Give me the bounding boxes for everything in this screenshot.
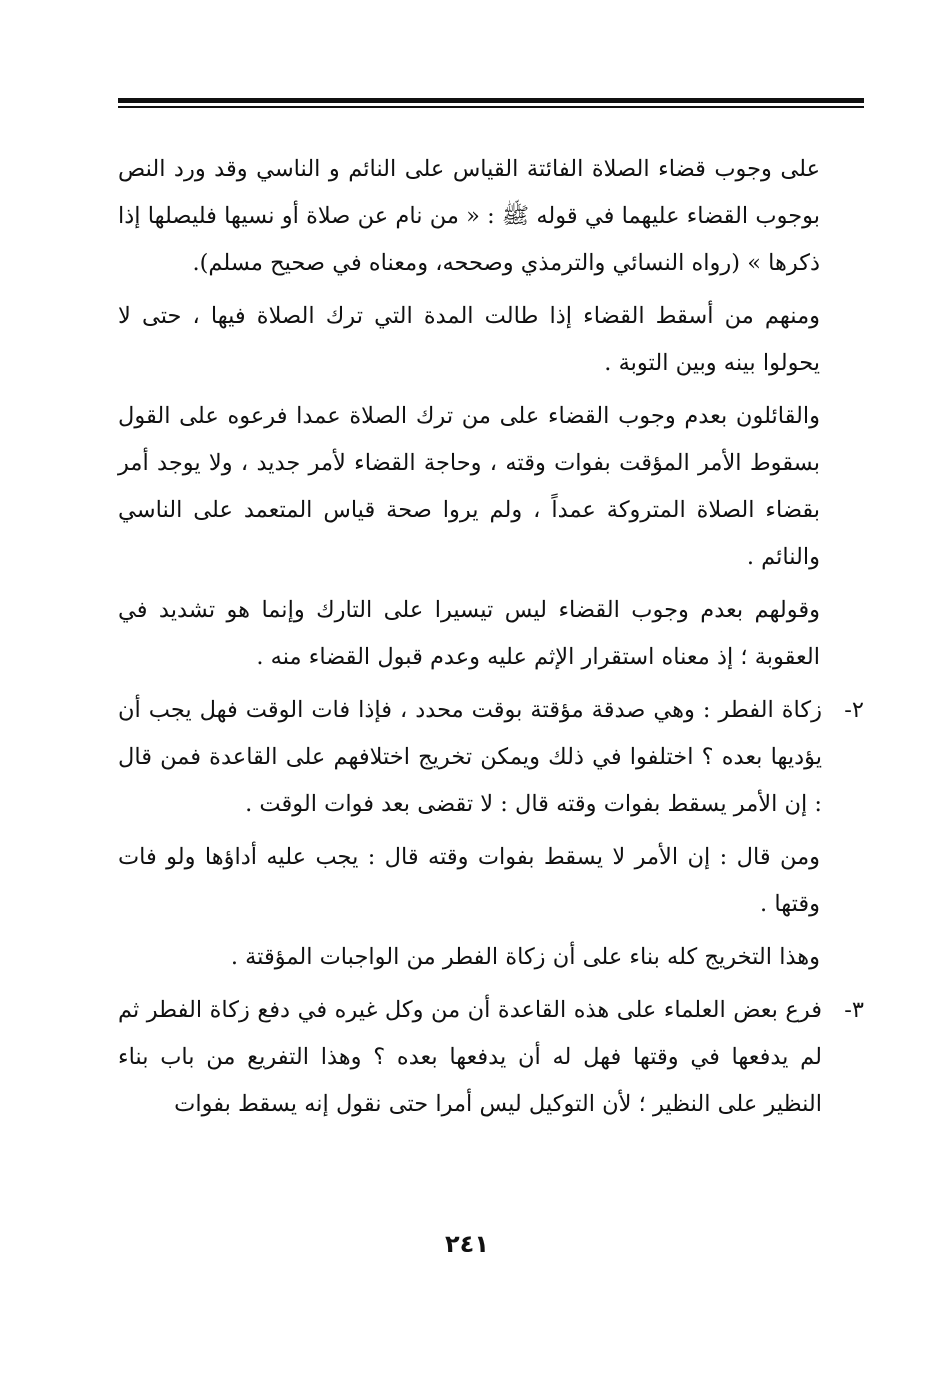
paragraph-no-qada-opinion: والقائلون بعدم وجوب القضاء على من ترك الصلاة عمدا فرعوه على القول بسقوط الأمر المؤقت بفوات وقته ، وحاجة القضاء لأمر جديد ، ولا يوجد أمر بقضاء الصلاة المتروكة عمداً ، ولم يروا صحة قياس المتعمد على الناسي والنائم . [118,403,820,570]
paragraph-item2-followup-1: ومن قال : إن الأمر لا يسقط بفوات وقته قال : يجب عليه أداؤها ولو فات وقتها . [118,844,820,917]
list-item-3-text: فرع بعض العلماء على هذه القاعدة أن من وكل غيره في دفع زكاة الفطر ثم لم يدفعها في وقتها فهل له أن يدفعها بعده ؟ وهذا التفريع من باب بناء النظير على النظير ؛ لأن التوكيل ليس أمرا حتى نقول إنه يسقط بفوات [118,997,822,1117]
paragraph-punishment: وقولهم بعدم وجوب القضاء ليس تيسيرا على التارك وإنما هو تشديد في العقوبة ؛ إذ معناه استقرار الإثم عليه وعدم قبول القضاء منه . [118,597,820,670]
list-item-2-text: زكاة الفطر : وهي صدقة مؤقتة بوقت محدد ، فإذا فات الوقت فهل يجب أن يؤديها بعده ؟ اختلفوا في ذلك ويمكن تخريج اختلافهم على القاعدة فمن قال : إن الأمر يسقط بفوات وقته قال : لا تقضى بعد فوات الوقت . [118,697,822,817]
page-body [118,146,864,1134]
header-rule-thin [118,106,864,108]
header-rule-thick [118,98,864,103]
list-item-2 [118,687,864,828]
paragraph-long-period: ومنهم من أسقط القضاء إذا طالت المدة التي ترك الصلاة فيها ، حتى لا يحولوا بينه وبين التوبة . [118,303,820,376]
list-item-2-number: ٢- [844,697,864,723]
page-number: ٢٤١ [445,1230,489,1258]
paragraph-item2-followup-2: وهذا التخريج كله بناء على أن زكاة الفطر من الواجبات المؤقتة . [230,944,820,970]
list-item-3-number: ٣- [844,997,864,1023]
list-item-3 [118,987,864,1128]
paragraph-qada-analogy: على وجوب قضاء الصلاة الفائتة القياس على النائم و الناسي وقد ورد النص بوجوب القضاء عليهما في قوله ﷺ : « من نام عن صلاة أو نسيها فليصلها إذا ذكرها » (رواه النسائي والترمذي وصححه، ومعناه في صحيح مسلم). [118,156,820,276]
